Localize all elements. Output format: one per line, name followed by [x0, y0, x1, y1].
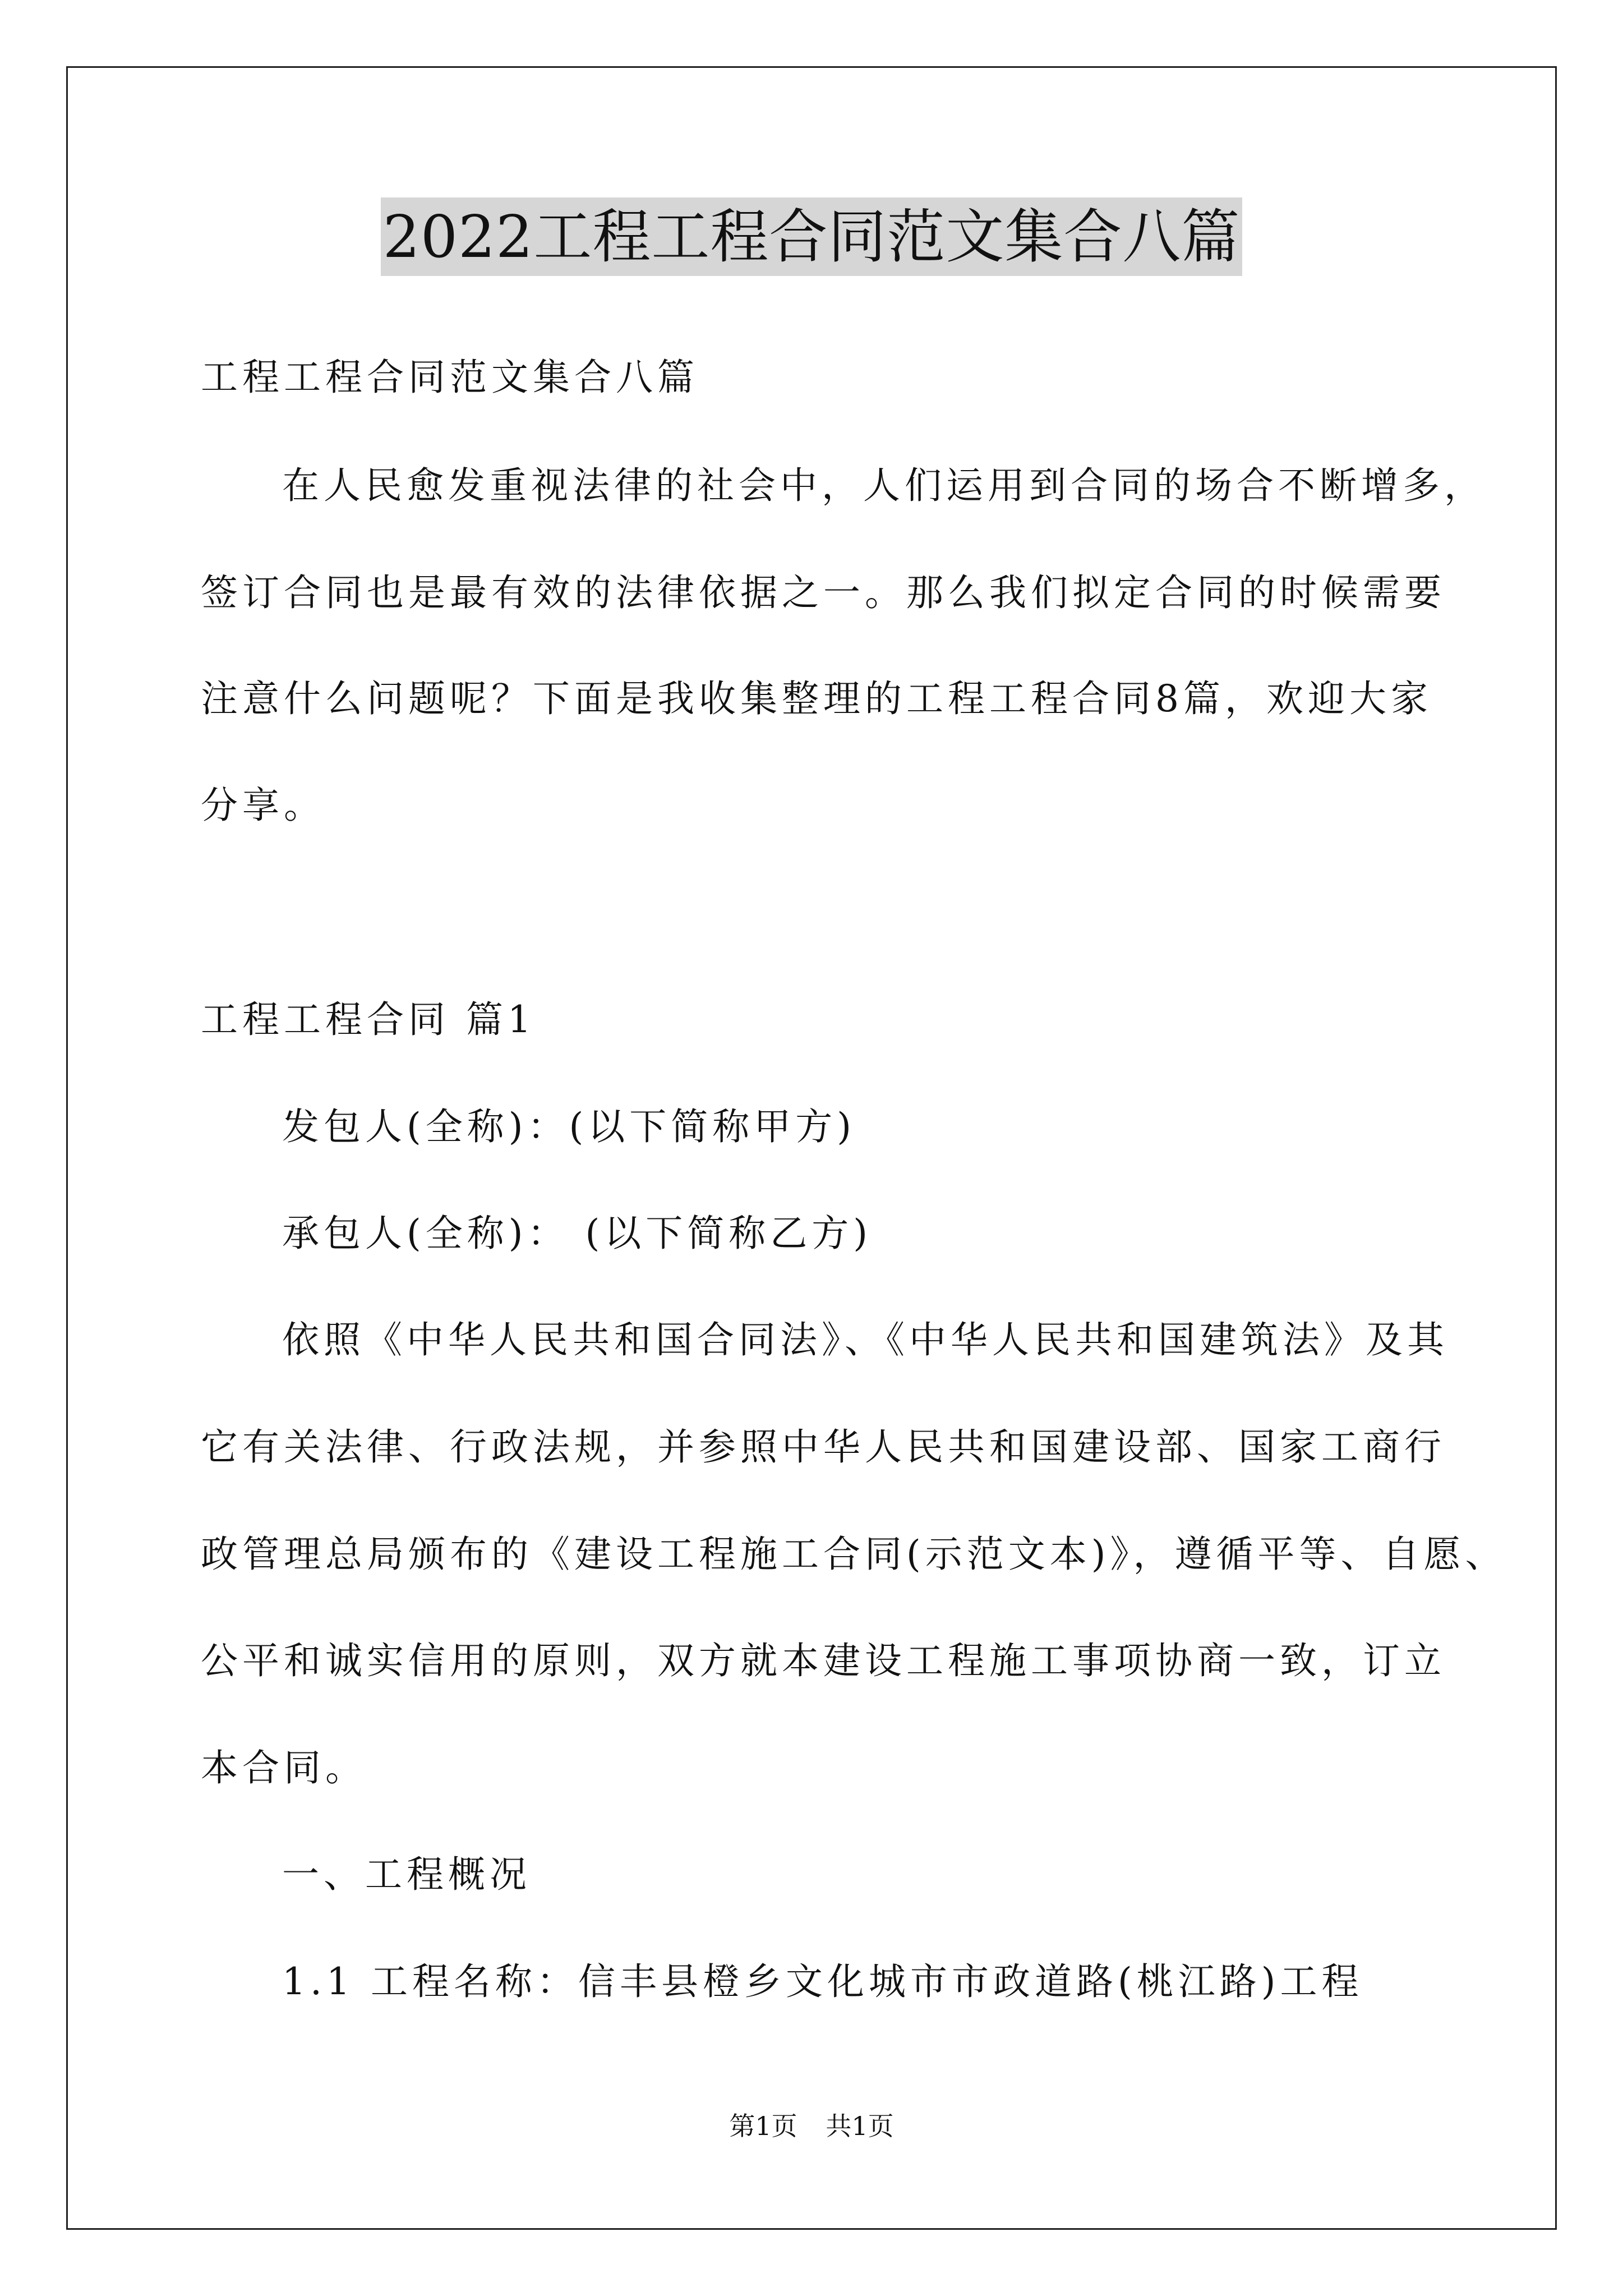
clause-line: 1.1 工程名称：信丰县橙乡文化城市市政道路(桃江路)工程 — [282, 1960, 1363, 2003]
paragraph-line: 承包人(全称)： (以下简称乙方) — [282, 1212, 872, 1255]
paragraph-line: 它有关法律、行政法规，并参照中华人民共和国建设部、国家工商行 — [201, 1425, 1446, 1469]
paragraph-line: 签订合同也是最有效的法律依据之一。那么我们拟定合同的时候需要 — [201, 571, 1446, 614]
paragraph-line: 政管理总局颁布的《建设工程施工合同(示范文本)》，遵循平等、自愿、 — [201, 1533, 1507, 1576]
document-title: 2022工程工程合同范文集合八篇 — [381, 197, 1243, 276]
paragraph-line: 在人民愈发重视法律的社会中，人们运用到合同的场合不断增多， — [282, 464, 1486, 507]
paragraph-line: 依照《中华人民共和国合同法》、《中华人民共和国建筑法》及其 — [282, 1318, 1449, 1361]
subtitle-line: 工程工程合同范文集合八篇 — [201, 356, 699, 399]
paragraph-line: 发包人(全称)：(以下简称甲方) — [282, 1105, 856, 1148]
page-current: 第1页 — [729, 2111, 797, 2141]
page-footer — [0, 2109, 1623, 2143]
page-total: 共1页 — [826, 2111, 894, 2141]
paragraph-line: 本合同。 — [201, 1746, 367, 1789]
clause-heading: 一、工程概况 — [282, 1853, 531, 1896]
section-heading: 工程工程合同 篇1 — [201, 998, 536, 1041]
paragraph-line: 注意什么问题呢？下面是我收集整理的工程工程合同8篇，欢迎大家 — [201, 677, 1432, 720]
paragraph-line: 分享。 — [201, 784, 325, 827]
paragraph-line: 公平和诚实信用的原则，双方就本建设工程施工事项协商一致，订立 — [201, 1639, 1446, 1682]
title-container — [0, 197, 1623, 276]
